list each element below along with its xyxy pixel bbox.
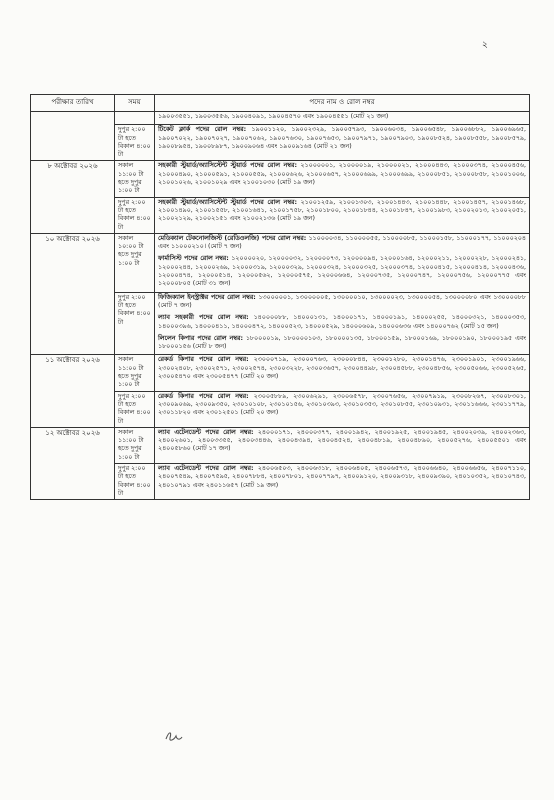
post-roll-cell [155, 233, 530, 292]
post-entry [158, 113, 526, 121]
post-title: সহকারী স্টুয়ার্ড/অ্যাসিস্টেন্ট স্টুয়ার্ড পদের রোল নম্বর: [158, 198, 298, 206]
post-entry [158, 255, 526, 288]
post-entry [158, 126, 526, 151]
post-roll-cell [155, 112, 530, 125]
exam-date-cell: ১০ অক্টোবর ২০২৬ [31, 233, 115, 355]
exam-date-cell [31, 112, 115, 161]
roll-numbers: ২১০০১২৫৯, ২১০০১৩০৩, ২১০০১৪৪৩, ২১০০১৪৪৮, ২১০০১৪৫৭, ২১০০১৪৬৮, ২১০০১৪৯০, ২১০০১৫৫৮, ২১০০১৬৪১, ২১০০১৭৫৮, ২১০০১৮০০, ২১০০১৮৪৪, ২১০০১৮৪৭, ২১০০১৯৮৩, ২১০০২০১৩, ২১০০২০৫১, ২১০০২১২৯, ২১০০২১৫১ এবং ২১০০২১৩৬ (মোট ১৯ জন) [158, 198, 527, 223]
header-time: সময় [115, 95, 155, 112]
table-row [31, 355, 530, 391]
exam-date-cell: ১১ অক্টোবর ২০২৬ [31, 355, 115, 427]
post-title: রেকর্ড কিপার পদের রোল নম্বর: [158, 392, 249, 400]
post-entry [158, 294, 526, 311]
roll-numbers: ১২০০০০২০, ১২০০০০৩২, ১২০০০০৭৩, ১২০০০০৯৪, ১২০০০১৬৪, ১২০০০২১১, ১২০০০২২৮, ১২০০০২৪১, ১২০০০২৪৪, ১২০০০২৬৯, ১২০০০৩১৯, ১২০০০৩২৯, ১২০০০৩২৪, ১২০০০৩২৫, ১২০০০৩৭৪, ১২০০০৪১৫, ১২০০০৪১৪, ১২০০০৪৩৬, ১২০০০৪৭৪, ১২০০০৫১৪, ১২০০০৫৬২, ১২০০০৫৭৫, ১২০০০৬৬৪, ১২০০০৭৩৫, ১২০০০৭৪৭, ১২০০০৭৫৬, ১২০০০৭৭৫ এবং ১২০০০৮০৫ (মোট ৩১ জন) [158, 255, 526, 288]
header-exam-date: পরীক্ষার তারিখ [31, 95, 115, 112]
post-title: টিকেট ক্লার্ক পদের রোল নম্বর: [158, 126, 247, 134]
roll-numbers: ১১০০০০৩৪, ১১০০০০৫৫, ১১০০০০৮৫, ১১০০০১৫৮, ১১০০০১৭৭, ১১০০০২০৪ এবং ১১০০০২১০। (মোট ৭ জন) [158, 234, 526, 251]
roll-numbers: ২১০০০০০১, ২১০০০০১৯, ২১০০০০২১, ২১০০০৪৪৩, ২১০০০৩৭৪, ২১০০০৪৫৬, ২১০০০৪৯০, ২১০০০৫৯১, ২১০০০৫৫৯, ২১০০০৬২৬, ২১০০০৬৫৭, ২১০০০৬৯৯, ২১০০০৬৯৯, ২১০০০৮৫১, ২১০০০৮৫৮, ২১০০১০০৬, ২১০০১০২৬, ২১০০১০২৯ এবং ২১০০১০৩০ (মোট ১৯ জন) [158, 162, 526, 187]
post-entry [158, 393, 526, 418]
table-row [31, 112, 530, 125]
post-entry [158, 314, 526, 331]
table-row [31, 161, 530, 197]
table-header-row [31, 95, 530, 112]
time-slot-cell: দুপুর ২:০০ টা হতে বিকাল ৪:০০ টা [115, 463, 155, 499]
time-slot-cell: দুপুর ২:০০ টা হতে বিকাল ৪:০০ টা [115, 391, 155, 427]
post-title: মেডিক্যাল টেকনোলজিস্ট (রেডিওলজি) পদের রোল নম্বর: [158, 234, 307, 242]
time-slot-cell: সকাল ১১:০০ টা হতে দুপুর ১:০০ টা [115, 427, 155, 463]
post-title: ফিজিক্যাল ইনস্ট্রাক্টর পদের রোল নম্বর: [158, 293, 256, 301]
post-title: সহকারী স্টুয়ার্ড/অ্যাসিস্টেন্ট স্টুয়ার্ড পদের রোল নম্বর: [158, 162, 297, 170]
table-body [31, 112, 530, 500]
post-roll-cell [155, 292, 530, 355]
time-slot-cell: সকাল ১১:০০ টা হতে দুপুর ১:০০ টা [115, 161, 155, 197]
header-post-and-roll: পদের নাম ও রোল নম্বর [155, 95, 530, 112]
time-slot-cell: সকাল ১০:০০ টা হতে দুপুর ১:০০ টা [115, 233, 155, 292]
roll-numbers: ২৩০০০৭১৯, ২৩০০০৭৬৩, ২৩০০০৮৪৪, ২৩০০১২৮০, ২৩০০১৪৭৬, ২৩০০১৯০১, ২৩০০১৯৬৬, ২৩০০২৪০৮, ২৩০০২৫৭১, ২৩০০২৫৭৪, ২৩০০৩২২৮, ২৩০০৩৬৫৭, ২৩০০৪৪৯৮, ২৩০০৪৫৮৮, ২৩০০৪৮৫৬, ২৩০০৫০৬৬, ২৩০০৫২৬৫, ২৩০০৫৪৭০ এবং ২৩০০৫৪৭৭ (মোট ২০ জন) [158, 356, 526, 381]
table-row [31, 233, 530, 292]
post-title: ফার্মাসিস্ট পদের রোল নম্বর: [158, 255, 229, 263]
table-row [31, 427, 530, 463]
exam-date-cell: ৮ অক্টোবর ২০২৬ [31, 161, 115, 233]
post-roll-cell [155, 161, 530, 197]
post-roll-cell [155, 463, 530, 499]
post-entry [158, 335, 526, 352]
roll-numbers: ১৯০০৩৫৫১, ১৯০০৩৫৫৬, ১৯০০৪০৯১, ১৯০০৪৫৭০ এবং ১৯০০৪৫৫১ (মোট ২১ জন) [158, 113, 389, 120]
post-entry [158, 465, 526, 490]
time-slot-cell: দুপুর ২:০০ টা হতে বিকাল ৪:০০ টা [115, 197, 155, 233]
post-entry [158, 162, 526, 187]
post-title: ল্যাব সহকারী পদের রোল নম্বর: [158, 314, 249, 322]
page-number: ২ [482, 40, 488, 50]
roll-numbers: ১৪০০০০৮৮, ১৪০০০১৩১, ১৪০০০১৭১, ১৪০০০১৯১, ১৪০০০২৫৫, ১৪০০০৩২১, ১৪০০০৩৫৩, ১৪০০০৩৯৬, ১৪০০০৪১১, ১৪০০০৪৭২, ১৪০০০৫২৩, ১৪০০০৫২৯, ১৪০০০৬০৯, ১৪০০০৬৩৬ এবং ১৪০০০৭৬২ (মোট ১৫ জন) [158, 314, 526, 330]
roll-numbers: ১৮০০০০১৯, ১৮০০০০১০৩, ১৮০০০০১৩৫, ১৮০০০১৫৯, ১৮০০০১৬৯, ১৮০০০১৯০, ১৮০০০১৯৫ এবং ১৮০০০১৫৬ (মোট ৮ জন) [158, 334, 526, 351]
time-slot-cell [115, 112, 155, 125]
roll-numbers: ২৪০০৬৫০৩, ২৪০০৬৩১৮, ২৪০০৬৪০৫, ২৪০০৬৫৭৩, ২৪০০৬৬৪০, ২৪০০৬৬৫৬, ২৪০০৭১১০, ২৪০০৭৫৪৯, ২৪০০৭৫৯৫, ২৪০০৭৮৮৪, ২৪০০৭৮০১, ২৪০০৭৭৯৭, ২৪০০৯১২০, ২৪০০৯৩১৮, ২৪০০৯৩৯০, ২৪০১০৩৫২, ২৪০১০৭৪৩, ২৪০১০৭৯১ এবং ২৪০১১৬৫৭ (মোট ১৯ জন) [158, 464, 526, 489]
roll-numbers: ২৪০০০১৭১, ২৪০০০৩৭৭, ২৪০০১৯৪২, ২৪০০১৯২৫, ২৪০০১৯৪৫, ২৪০০২০৩৯, ২৪০০২৩৬৩, ২৪০০২৬০১, ২৪০০৩৩৫৫, ২৪০০৩৪৪৬, ২৪০০৪৩৯৪, ২৪০০৪৫২৪, ২৪০০৪৮১৯, ২৪০০৪৮৯০, ২৪০০৫২৭৬, ২৪০০৫৫০১ এবং ২৪০০৫৮৬০ (মোট ১৭ জন) [158, 428, 526, 453]
post-entry [158, 199, 526, 224]
roll-numbers: ১৩০০০০০১, ১৩০০০০০৫, ১৩০০০০১০, ১৩০০০০২৩, ১৩০০০০৫৪, ১৩০০০০৮০ এবং ১৩০০০০৮৮ (মোট ৭ জন) [158, 293, 526, 309]
post-entry [158, 429, 526, 454]
post-roll-cell [155, 391, 530, 427]
roll-numbers: ১৯০০১১২০, ১৯০০২৩২৯, ১৯০০৫৭৯৩, ১৯০০৬০৩৪, ১৯০০৬৫৪৮, ১৯০০৬৮৮২, ১৯০০৬৯৬৫, ১৯০০৭০২২, ১৯০০৭০২৭, ১৯০০৭০৬২, ১৯০০৭৬৩০, ১৯০০৭৬৫৩, ১৯০০৭৯৭১, ১৯০০৭৯০৩, ১৯০০৮৫২৪, ১৯০০৮৫৫৮, ১৯০০৮৫৭৯, ১৯০০৮৯৫৪, ১৯০০৮৯৮৭, ১৯০০৯০৬৪ এবং ১৯০০৯১৬৪ (মোট ২১ জন) [158, 126, 527, 150]
post-title: লিলেন কিপার পদের রোল নম্বর: [158, 334, 243, 342]
time-slot-cell: সকাল ১১:০০ টা হতে দুপুর ১:০০ টা [115, 355, 155, 391]
time-slot-cell: দুপুর ২:০০ টা হতে বিকাল ৪:০০ টা [115, 125, 155, 161]
post-title: ল্যাব এটেনডেন্ট পদের রোল নম্বর: [158, 428, 254, 436]
exam-schedule-table [30, 94, 530, 500]
roll-numbers: ২৩০০৫৮৮৯, ২৩০০৬২৯১, ২৩০০৬৫৭৮, ২৩০০৭৬৫৬, ২৩০০৭৯১৯, ২৩০০৮২৬৭, ২৩০০৮৩০১, ২৩০০৯০৬৯, ২৩০০৯৩৫০, ২৩০১০১০৮, ২৩০১০১৫৬, ২৩০১০৩৯৩, ২৩০১০৩৫৩, ২৩০১০৮৫৫, ২৩০১০৯৩১, ২৩০১১৬৬৬, ২৩০১১৭৭৯, ২৩০১১৮২০ এবং ২৩০১২৫০১ (মোট ২০ জন) [158, 392, 526, 417]
time-slot-cell: দুপুর ২:০০ টা হতে বিকাল ৪:০০ টা [115, 292, 155, 355]
post-roll-cell [155, 355, 530, 391]
exam-date-cell: ১২ অক্টোবর ২০২৬ [31, 427, 115, 499]
post-title: রেকর্ড কিপার পদের রোল নম্বর: [158, 356, 249, 364]
post-entry [158, 356, 526, 381]
post-roll-cell [155, 427, 530, 463]
post-roll-cell [155, 197, 530, 233]
post-roll-cell [155, 125, 530, 161]
post-entry [158, 235, 526, 252]
post-title: ল্যাব এটেনডেন্ট পদের রোল নম্বর: [158, 464, 254, 472]
initial-signature [163, 728, 185, 744]
